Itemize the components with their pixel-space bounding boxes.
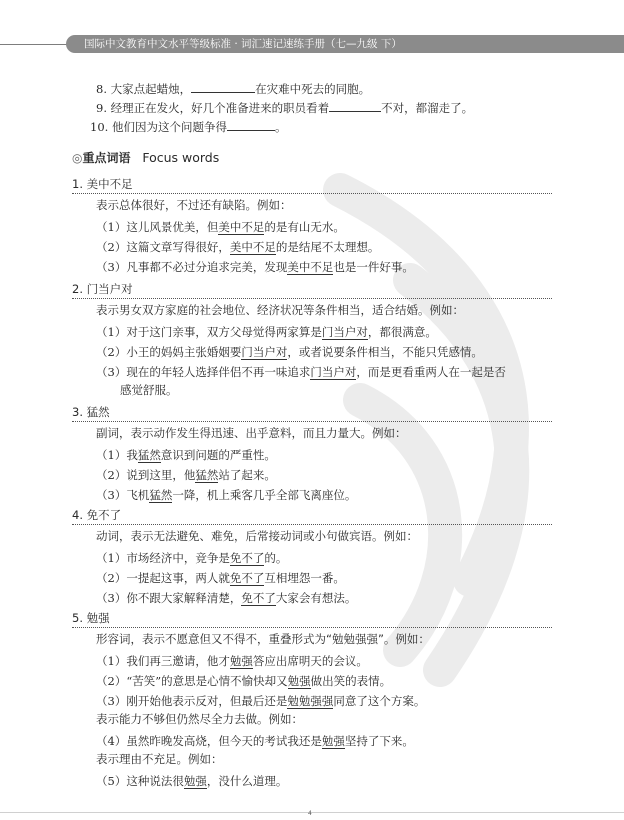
example-sentence: （2）说到这里，他猛然站了起来。 [96,468,276,482]
keyword-underlined: 门当户对 [241,345,288,359]
answer-blank[interactable] [191,80,255,93]
exercise-item [90,118,286,136]
keyword-underlined: 美中不足 [218,220,265,234]
keyword-underlined: 勉强 [287,674,311,688]
word-definition: 表示理由不充足。例如： [96,752,223,766]
dotted-divider [72,524,552,525]
example-sentence: （3）飞机猛然一降，机上乘客几乎全部飞离座位。 [96,488,357,502]
example-sentence: （4）虽然昨晚发高烧，但今天的考试我还是勉强坚持了下来。 [96,734,414,748]
answer-blank[interactable] [227,118,275,131]
exercise-text: 在灾难中死去的同胞。 [255,82,371,96]
example-sentence: （1）对于这门亲事，双方父母觉得两家算是门当户对，都很满意。 [96,325,437,339]
keyword-underlined: 门当户对 [321,325,368,339]
word-definition: 表示能力不够但仍然尽全力去做。例如： [96,712,303,726]
example-sentence: （3）现在的年轻人选择伴侣不再一味追求门当户对，而是更看重两人在一起是否 [96,365,506,379]
exercise-item [96,99,473,117]
exercise-item [96,80,370,98]
page-number: 4 [308,810,312,817]
example-sentence: （3）刚开始他表示反对，但最后还是勉勉强强同意了这个方案。 [96,694,426,708]
example-sentence: （2）小王的妈妈主张婚姻要门当户对，或者说要条件相当，不能只凭感情。 [96,345,483,359]
keyword-underlined: 猛然 [137,448,161,462]
example-sentence: （1）我猛然意识到问题的严重性。 [96,448,276,462]
keyword-underlined: 美中不足 [229,240,276,254]
exercise-number: 8. [96,82,107,96]
word-definition: 副词，表示动作发生得迅速、出乎意料，而且力量大。例如： [96,426,407,440]
exercise-text: 不对，都溜走了。 [381,101,474,115]
word-definition: 表示男女双方家庭的社会地位、经济状况等条件相当，适合结婚。例如： [96,303,464,317]
keyword-underlined: 勉强 [183,774,207,788]
answer-blank[interactable] [329,99,381,112]
example-sentence: （5）这种说法很勉强，没什么道理。 [96,774,288,788]
word-definition: 表示总体很好，不过还有缺陷。例如： [96,198,292,212]
keyword-underlined: 勉强 [321,734,345,748]
keyword-underlined: 勉勉强强 [287,694,334,708]
section-title-en: Focus words [142,150,220,165]
keyword-underlined: 猛然 [195,468,219,482]
keyword-underlined: 免不了 [229,571,265,585]
word-heading: 4. 免不了 [72,508,122,522]
word-definition: 动词，表示无法避免、难免，后常接动词或小句做宾语。例如： [96,529,418,543]
example-sentence: （2）“苦笑”的意思是心情不愉快却又勉强做出笑的表情。 [96,674,392,688]
word-heading: 2. 门当户对 [72,282,133,296]
exercise-text: 他们因为这个问题争得 [111,120,227,134]
example-sentence: （3）你不跟大家解释清楚，免不了大家会有想法。 [96,591,357,605]
keyword-underlined: 免不了 [241,591,276,605]
example-sentence: （3）凡事都不必过分追求完美，发现美中不足也是一件好事。 [96,260,414,274]
keyword-underlined: 门当户对 [310,365,357,379]
dotted-divider [72,193,552,194]
word-heading: 1. 美中不足 [72,177,133,191]
keyword-underlined: 猛然 [149,488,173,502]
running-header-title: 国际中文教育中文水平等级标准 · 词汇速记速练手册（七—九级 下） [84,38,402,50]
keyword-underlined: 美中不足 [287,260,334,274]
keyword-underlined: 勉强 [229,654,253,668]
footer-rule [0,812,624,813]
exercise-number: 10. [90,120,109,134]
word-heading: 5. 勉强 [72,611,110,625]
example-sentence: （1）我们再三邀请，他才勉强答应出席明天的会议。 [96,654,368,668]
dotted-divider [72,627,552,628]
exercise-text: 。 [274,120,287,134]
word-definition: 形容词，表示不愿意但又不得不，重叠形式为“勉勉强强”。例如： [96,632,430,646]
exercise-text: 大家点起蜡烛， [110,82,192,96]
example-sentence: （1）这儿风景优美，但美中不足的是有山无水。 [96,220,345,234]
example-sentence: （2）一提起这事，两人就免不了互相埋怨一番。 [96,571,345,585]
keyword-underlined: 免不了 [229,551,265,565]
section-heading [72,149,219,167]
exercise-number: 9. [96,101,107,115]
section-title-zh: 重点词语 [82,151,131,165]
dotted-divider [72,421,552,422]
example-sentence: （2）这篇文章写得很好，美中不足的是结尾不太理想。 [96,240,380,254]
dotted-divider [72,298,552,299]
word-heading: 3. 猛然 [72,405,110,419]
section-bullet-icon: ◎ [72,151,83,165]
example-continuation: 感觉舒服。 [120,383,178,397]
exercise-text: 经理正在发火，好几个准备进来的职员看着 [110,101,330,115]
example-sentence: （1）市场经济中，竞争是免不了的。 [96,551,288,565]
